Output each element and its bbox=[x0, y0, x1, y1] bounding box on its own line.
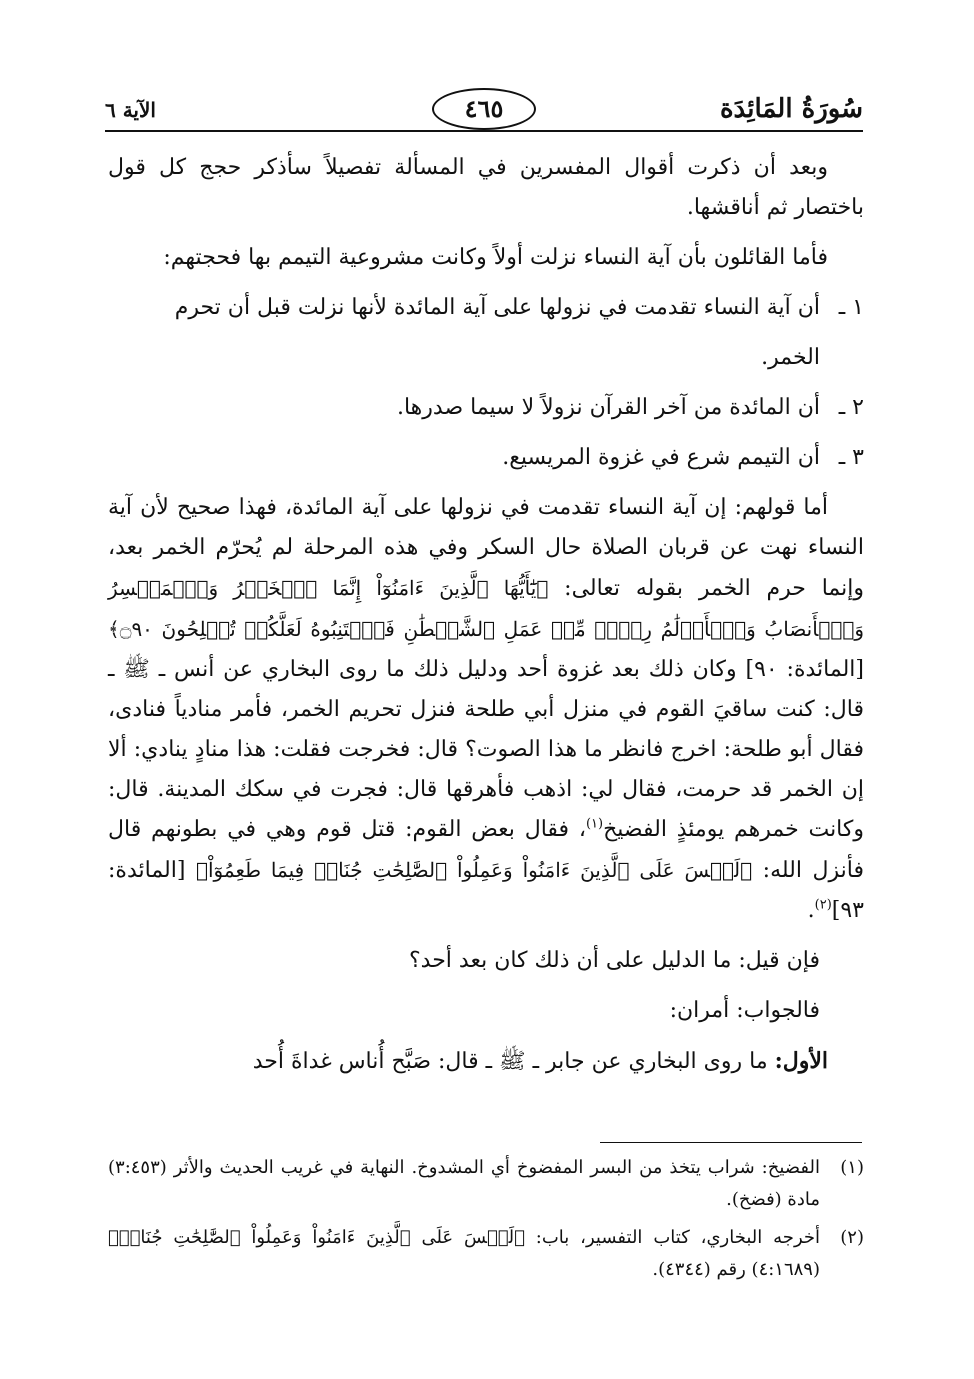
footnote-rule bbox=[600, 1142, 862, 1143]
page-header bbox=[105, 88, 863, 134]
first-point bbox=[108, 1041, 864, 1082]
list-item bbox=[108, 438, 864, 478]
footnote-marker-2: (٢) bbox=[814, 897, 832, 913]
hadith-text-cont: ، فقال بعض القوم: قتل قوم وهي في بطونهم قال فأنزل الله: bbox=[108, 817, 864, 883]
list-item-text: أن التيمم شرع في غزوة المريسيع. bbox=[502, 445, 820, 470]
list-item bbox=[108, 288, 864, 328]
verse-reference-2: [المائدة: ٩٣] bbox=[108, 858, 864, 923]
paragraph-arguments: فأما القائلون بأن آية النساء نزلت أولاً وكانت مشروعية التيمم بها فحجتهم: bbox=[163, 245, 828, 270]
hadith-text: وكان ذلك بعد غزوة أحد ودليل ذلك ما روى البخاري عن أنس ـ ﷺ ـ قال: كنت ساقيَ القوم في منزل أبي طلحة فنزل تحريم الخمر، فأمر منادياً فنادى، فقال أبو طلحة: اخرج فانظر ما هذا الصوت؟ قال: فخرجت فقلت: هذا منادٍ ينادي: ألا إن الخمر قد حرمت، فقال لي: اذهب فأهرقها قال: فجرت في سكك المدينة. قال: وكانت خمرهم يومئذٍ الفضيخ bbox=[108, 657, 864, 842]
list-item-number: ١ ـ bbox=[838, 295, 864, 320]
first-label: الأول: bbox=[774, 1048, 828, 1074]
quran-verse: ﴿يَٰٓأَيُّهَا ٱلَّذِينَ ءَامَنُوٓاْ إِنَّمَا ٱلۡخَمۡرُ وَٱلۡمَيۡسِرُ وَٱلۡأَنصَابُ وَٱلۡأَزۡلَٰمُ رِجۡسٞ مِّنۡ عَمَلِ ٱلشَّيۡطَٰنِ فَٱجۡتَنِبُوهُ لَعَلَّكُمۡ تُفۡلِحُونَ ۝٩٠﴾ bbox=[108, 576, 864, 641]
paragraph-discussion bbox=[108, 488, 864, 931]
list-item-number: ٢ ـ bbox=[838, 395, 864, 420]
page-number-frame bbox=[432, 88, 536, 130]
footnote bbox=[108, 1152, 864, 1216]
question: فإن قيل: ما الدليل على أن ذلك كان بعد أحد؟ bbox=[408, 948, 820, 973]
footnote-marker-1: (١) bbox=[585, 816, 604, 832]
first-text: ما روى البخاري عن جابر ـ ﷺ ـ قال: صَبَّح أُناس غداةَ أُحد bbox=[252, 1049, 775, 1074]
page-number: ٤٦٥ bbox=[464, 94, 504, 123]
quran-verse-2: ﴿لَيۡسَ عَلَى ٱلَّذِينَ ءَامَنُواْ وَعَمِلُواْ ٱلصَّٰلِحَٰتِ جُنَاحٞ فِيمَا طَعِمُوٓاْ﴾ bbox=[195, 858, 753, 882]
list-item-text: أن آية النساء تقدمت في نزولها على آية المائدة لأنها نزلت قبل أن تحرم bbox=[174, 295, 820, 320]
surah-title: سُورَةُ المَائِدَة bbox=[719, 94, 863, 124]
answer: فالجواب: أمران: bbox=[669, 998, 820, 1023]
header-rule bbox=[105, 130, 863, 132]
main-text bbox=[108, 148, 864, 1092]
paragraph-intro: وبعد أن ذكرت أقوال المفسرين في المسألة تفصيلاً سأذكر حجج كل قول باختصار ثم أناقشها. bbox=[108, 155, 864, 220]
list-item-number: ٣ ـ bbox=[838, 445, 864, 470]
verse-reference: [المائدة: ٩٠] bbox=[745, 657, 864, 682]
discussion-text: أما قولهم: إن آية النساء تقدمت في نزولها على آية المائدة، فهذا صحيح لأن آية النساء نهت عن قربان الصلاة حال السكر وفي هذه المرحلة لم يُحرّم الخمر بعد، وإنما حرم الخمر بقوله تعالى: bbox=[108, 495, 864, 601]
footnote-text: أخرجه البخاري، كتاب التفسير، باب: ﴿لَيۡسَ عَلَى ٱلَّذِينَ ءَامَنُواْ وَعَمِلُواْ ٱلصَّٰلِحَٰتِ جُنَاحٞ﴾(٤:١٦٨٩) رقم (٤٣٤٤). bbox=[108, 1227, 820, 1280]
list-item-continuation: الخمر. bbox=[761, 345, 820, 370]
ayah-label: الآية ٦ bbox=[105, 98, 156, 122]
footnote-number: (١) bbox=[840, 1157, 864, 1178]
footnote bbox=[108, 1222, 864, 1286]
list-item bbox=[108, 388, 864, 428]
footnotes bbox=[108, 1152, 864, 1292]
paragraph-end: . bbox=[807, 898, 815, 923]
list-item-text: أن المائدة من آخر القرآن نزولاً لا سيما صدرها. bbox=[396, 395, 820, 420]
footnote-text: الفضيخ: شراب يتخذ من البسر المفضوخ أي المشدوخ. النهاية في غريب الحديث والأثر (٣:٤٥٣) مادة (فضخ). bbox=[108, 1157, 820, 1210]
footnote-number: (٢) bbox=[840, 1227, 864, 1248]
